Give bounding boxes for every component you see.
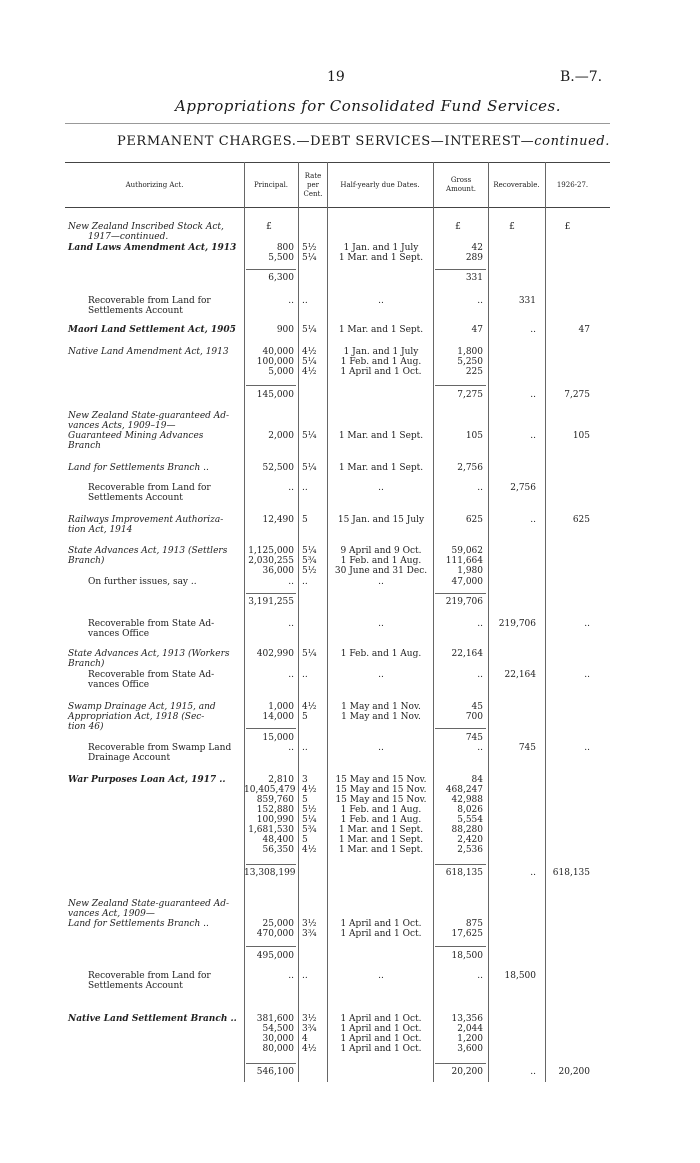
section-subtitle xyxy=(117,134,610,149)
cell-gross: .. xyxy=(477,670,483,680)
cell-principal: £ xyxy=(266,222,272,232)
cell-act: Recoverable from State Ad- vances Office xyxy=(88,670,215,690)
cell-gross: .. xyxy=(477,619,483,629)
section-subtitle-continued: continued. xyxy=(534,134,611,149)
cell-recoverable: 22,164 xyxy=(504,670,536,680)
column-header-recoverable: Recoverable. xyxy=(493,181,540,189)
subtotal-rule xyxy=(246,864,296,865)
cell-rate: 3 4½ 5 5½ 5¼ 5¾ 5 4½ xyxy=(302,775,317,855)
subtotal-rule xyxy=(435,1063,486,1064)
cell-gross: 618,135 xyxy=(445,868,483,878)
subtotal-rule xyxy=(246,728,296,729)
cell-rate: .. xyxy=(302,971,308,981)
cell-gross: 84 468,247 42,988 8,026 5,554 88,280 2,420 2,536 xyxy=(445,775,483,855)
table-top-rule xyxy=(65,162,610,163)
subtotal-rule xyxy=(246,385,296,386)
cell-principal: 1,000 14,000 xyxy=(262,702,294,722)
cell-act: Railways Improvement Authoriza- tion Act, 1914 xyxy=(68,515,224,535)
cell-act: Native Land Amendment Act, 1913 xyxy=(68,347,229,357)
cell-dates: 9 April and 9 Oct. 1 Feb. and 1 Aug. 30 June and 31 Dec. xyxy=(334,546,428,576)
cell-act: Maori Land Settlement Act, 1905 xyxy=(68,325,236,335)
cell-gross: 7,275 xyxy=(457,390,483,400)
page-number: 19 xyxy=(327,69,345,85)
section-subtitle-main: PERMANENT CHARGES.—DEBT SERVICES—INTEREST— xyxy=(117,134,535,149)
cell-recoverable: .. xyxy=(530,868,536,878)
cell-act: State Advances Act, 1913 (Workers Branch) xyxy=(68,649,230,669)
cell-principal: 13,308,199 xyxy=(244,868,296,878)
cell-gross: 331 xyxy=(465,273,483,283)
cell-dates: 1 Feb. and 1 Aug. xyxy=(340,649,422,659)
cell-gross: .. xyxy=(477,296,483,306)
cell-principal: 2,000 xyxy=(268,431,294,441)
cell-recoverable: £ xyxy=(509,222,515,232)
cell-principal: 2,810 10,405,479 859,760 152,880 100,990 1,681,530 48,400 56,350 xyxy=(244,775,296,855)
cell-dates: 1 May and 1 Nov. 1 May and 1 Nov. xyxy=(341,702,421,722)
column-header-year: 1926-27. xyxy=(556,181,589,189)
cell-principal: .. xyxy=(288,483,294,493)
cell-principal: 6,300 xyxy=(268,273,294,283)
column-divider xyxy=(298,162,299,1082)
cell-principal: 3,191,255 xyxy=(248,597,294,607)
cell-dates: 1 April and 1 Oct. 1 April and 1 Oct. 1 April and 1 Oct. 1 April and 1 Oct. xyxy=(340,1014,422,1054)
cell-dates: .. xyxy=(378,743,384,753)
cell-act: Land Laws Amendment Act, 1913 xyxy=(68,243,237,253)
subtotal-rule xyxy=(435,728,486,729)
cell-principal: .. xyxy=(288,577,294,587)
cell-recoverable: 745 xyxy=(518,743,536,753)
cell-rate: 5¼ xyxy=(302,463,317,473)
cell-dates: .. xyxy=(378,619,384,629)
cell-act: Recoverable from Land for Settlements Account xyxy=(88,483,211,503)
cell-gross: 18,500 xyxy=(451,951,483,961)
cell-act: War Purposes Loan Act, 1917 .. xyxy=(68,775,226,785)
cell-dates: 1 Mar. and 1 Sept. xyxy=(338,431,424,441)
cell-principal: 15,000 xyxy=(262,733,294,743)
subtotal-rule xyxy=(435,946,486,947)
cell-rate: 3½ 3¾ 4 4½ xyxy=(302,1014,317,1054)
cell-gross: .. xyxy=(477,483,483,493)
cell-gross: .. xyxy=(477,971,483,981)
cell-recoverable: 331 xyxy=(518,296,536,306)
cell-principal: .. xyxy=(288,670,294,680)
cell-dates: .. xyxy=(378,483,384,493)
cell-dates: 15 Jan. and 15 July xyxy=(337,515,425,525)
cell-act: Recoverable from Swamp Land Drainage Account xyxy=(88,743,232,763)
cell-recoverable: .. xyxy=(530,325,536,335)
cell-gross: 13,356 2,044 1,200 3,600 xyxy=(451,1014,483,1054)
cell-recoverable: 219,706 xyxy=(498,619,536,629)
cell-dates: 1 Mar. and 1 Sept. xyxy=(338,463,424,473)
cell-principal: 12,490 xyxy=(262,515,294,525)
cell-principal: .. xyxy=(288,743,294,753)
cell-recoverable: .. xyxy=(530,431,536,441)
subtotal-rule xyxy=(246,1063,296,1064)
cell-year: .. xyxy=(584,743,590,753)
cell-principal: .. xyxy=(288,296,294,306)
cell-principal: 40,000 100,000 5,000 xyxy=(256,347,294,377)
cell-rate: .. xyxy=(302,743,308,753)
cell-dates: 1 Jan. and 1 July 1 Mar. and 1 Sept. xyxy=(338,243,424,263)
cell-principal: .. xyxy=(288,619,294,629)
column-header-rate: Rate per Cent. xyxy=(303,172,323,198)
subtotal-rule xyxy=(435,864,486,865)
cell-principal: .. xyxy=(288,971,294,981)
cell-rate: 5¼ xyxy=(302,649,317,659)
cell-gross: 875 17,625 xyxy=(451,919,483,939)
cell-gross: 42 289 xyxy=(465,243,483,263)
cell-act: Recoverable from Land for Settlements Account xyxy=(88,296,211,316)
cell-year: .. xyxy=(584,670,590,680)
cell-principal: 900 xyxy=(276,325,294,335)
title-rule xyxy=(65,123,610,124)
cell-principal: 402,990 xyxy=(256,649,294,659)
cell-rate: 5¼ xyxy=(302,325,317,335)
cell-act: New Zealand Inscribed Stock Act, xyxy=(68,222,224,232)
page-title: Appropriations for Consolidated Fund Services. xyxy=(175,97,562,115)
cell-principal: 1,125,000 2,030,255 36,000 xyxy=(248,546,294,576)
cell-year: 618,135 xyxy=(552,868,590,878)
table-header-rule xyxy=(65,207,610,208)
cell-principal: 145,000 xyxy=(256,390,294,400)
cell-act: State Advances Act, 1913 (Settlers Branch) xyxy=(68,546,228,566)
cell-rate: .. xyxy=(302,577,308,587)
cell-recoverable: 2,756 xyxy=(510,483,536,493)
cell-recoverable: .. xyxy=(530,390,536,400)
column-header-authorizing-act: Authorizing Act. xyxy=(125,181,184,189)
subtotal-rule xyxy=(246,946,296,947)
cell-dates: 1 Jan. and 1 July 1 Feb. and 1 Aug. 1 April and 1 Oct. xyxy=(340,347,422,377)
cell-gross: 745 xyxy=(465,733,483,743)
subtotal-rule xyxy=(246,593,296,594)
cell-act: On further issues, say .. xyxy=(88,577,197,587)
cell-rate: 4½ 5¼ 4½ xyxy=(302,347,317,377)
cell-act: Native Land Settlement Branch .. xyxy=(68,1014,237,1024)
cell-rate: .. xyxy=(302,296,308,306)
column-divider xyxy=(327,162,328,1082)
cell-principal: 546,100 xyxy=(256,1067,294,1077)
cell-gross: 45 700 xyxy=(465,702,483,722)
cell-gross: 625 xyxy=(465,515,483,525)
cell-recoverable: 18,500 xyxy=(504,971,536,981)
cell-rate: .. xyxy=(302,483,308,493)
cell-act: New Zealand State-guaranteed Ad- vances Acts, 1909–19— Guaranteed Mining Advances Branch xyxy=(68,411,230,451)
cell-recoverable: .. xyxy=(530,515,536,525)
cell-act: 1917—continued. xyxy=(88,232,169,242)
cell-principal: 381,600 54,500 30,000 80,000 xyxy=(256,1014,294,1054)
cell-dates: 1 Mar. and 1 Sept. xyxy=(338,325,424,335)
cell-dates: .. xyxy=(378,296,384,306)
cell-rate: 5 xyxy=(302,515,308,525)
cell-rate: 5½ 5¼ xyxy=(302,243,317,263)
cell-year: 105 xyxy=(572,431,590,441)
cell-dates: 15 May and 15 Nov. 15 May and 15 Nov. 15 May and 15 Nov. 1 Feb. and 1 Aug. 1 Feb. and 1 Aug. 1 Mar. and 1 Sept. 1 Mar. and 1 Sept. 1 Mar. and 1 Sept. xyxy=(335,775,427,855)
cell-dates: .. xyxy=(378,577,384,587)
cell-year: 7,275 xyxy=(564,390,590,400)
cell-act: Land for Settlements Branch .. xyxy=(68,463,209,473)
subtotal-rule xyxy=(435,269,486,270)
cell-gross: 20,200 xyxy=(451,1067,483,1077)
cell-act: Swamp Drainage Act, 1915, and Appropriation Act, 1918 (Sec- tion 46) xyxy=(68,702,216,732)
cell-gross: £ xyxy=(455,222,461,232)
cell-principal: 52,500 xyxy=(262,463,294,473)
cell-principal: 25,000 470,000 xyxy=(256,919,294,939)
subtotal-rule xyxy=(246,269,296,270)
cell-year: 20,200 xyxy=(558,1067,590,1077)
cell-act: Recoverable from State Ad- vances Office xyxy=(88,619,215,639)
column-header-due-dates: Half-yearly due Dates. xyxy=(340,181,420,189)
cell-year: 625 xyxy=(572,515,590,525)
cell-gross: 59,062 111,664 1,980 xyxy=(445,546,483,576)
cell-gross: 219,706 xyxy=(445,597,483,607)
cell-year: £ xyxy=(564,222,571,232)
cell-rate: 5¼ xyxy=(302,431,317,441)
cell-recoverable: .. xyxy=(530,1067,536,1077)
column-header-principal: Principal. xyxy=(253,181,289,189)
cell-gross: 1,800 5,250 225 xyxy=(457,347,483,377)
cell-gross: 2,756 xyxy=(457,463,483,473)
column-header-gross-amount: Gross Amount. xyxy=(446,176,476,193)
cell-principal: 800 5,500 xyxy=(268,243,294,263)
cell-gross: 47 xyxy=(471,325,483,335)
cell-year: 47 xyxy=(578,325,590,335)
cell-dates: .. xyxy=(378,971,384,981)
cell-dates: 1 April and 1 Oct. 1 April and 1 Oct. xyxy=(340,919,422,939)
subtotal-rule xyxy=(435,385,486,386)
cell-act: Recoverable from Land for Settlements Account xyxy=(88,971,211,991)
cell-rate: .. xyxy=(302,670,308,680)
cell-principal: 495,000 xyxy=(256,951,294,961)
document-reference: B.—7. xyxy=(560,69,603,85)
cell-gross: .. xyxy=(477,743,483,753)
cell-rate: 5¼ 5¾ 5½ xyxy=(302,546,317,576)
cell-gross: 47,000 xyxy=(451,577,483,587)
cell-rate: 3½ 3¾ xyxy=(302,919,317,939)
subtotal-rule xyxy=(435,593,486,594)
cell-dates: .. xyxy=(378,670,384,680)
cell-act: New Zealand State-guaranteed Ad- vances Act, 1909— Land for Settlements Branch .. xyxy=(68,899,230,929)
cell-gross: 22,164 xyxy=(451,649,483,659)
cell-rate: 4½ 5 xyxy=(302,702,317,722)
cell-gross: 105 xyxy=(465,431,483,441)
cell-year: .. xyxy=(584,619,590,629)
